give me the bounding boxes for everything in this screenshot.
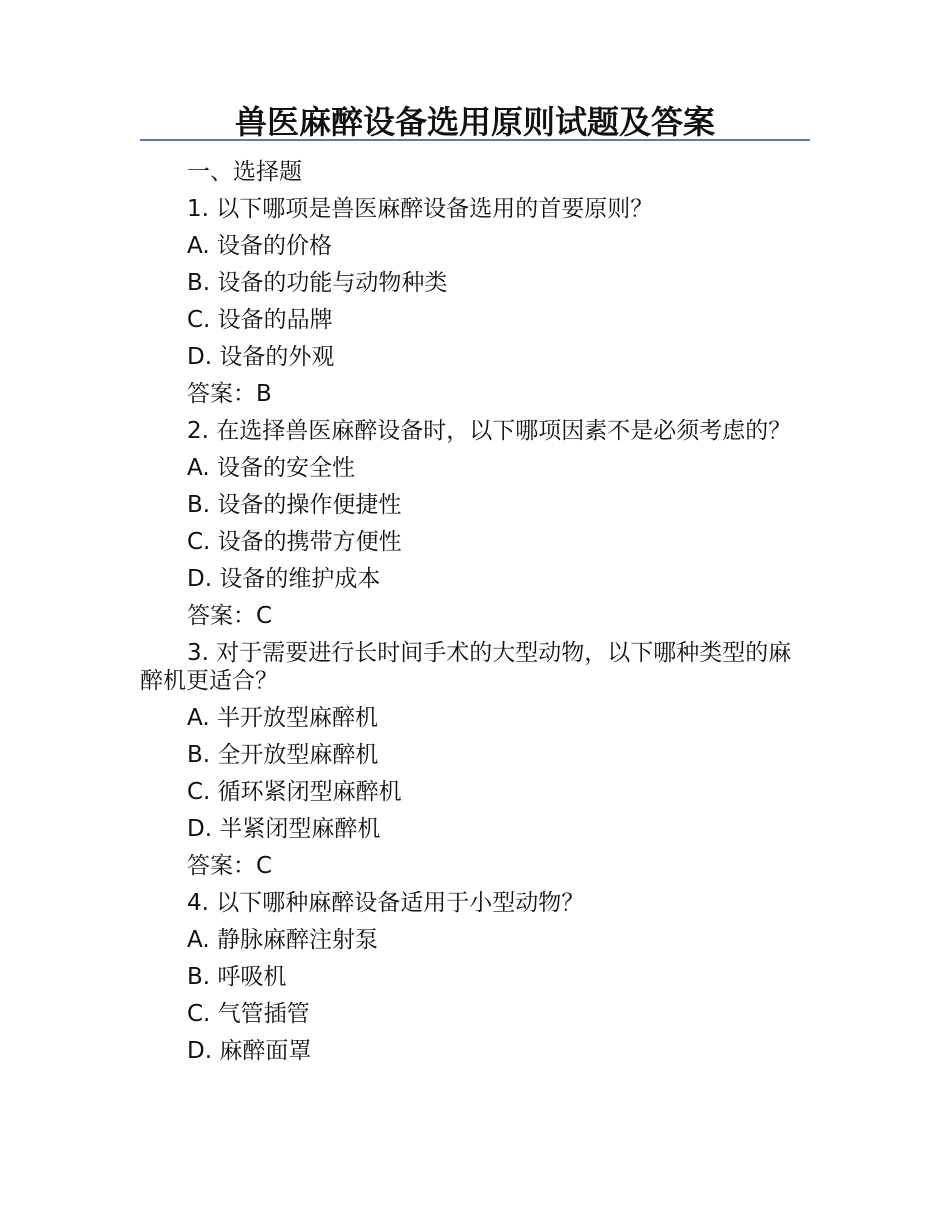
document-body bbox=[140, 154, 810, 1070]
option-b: B. 设备的操作便捷性 bbox=[187, 492, 402, 518]
option-c: C. 循环紧闭型麻醉机 bbox=[187, 779, 402, 805]
answer-text: 答案：C bbox=[187, 853, 273, 879]
option-d: D. 设备的维护成本 bbox=[187, 566, 381, 592]
option-c: C. 设备的品牌 bbox=[187, 307, 333, 333]
option-b: B. 呼吸机 bbox=[187, 964, 287, 990]
question-stem: 4. 以下哪种麻醉设备适用于小型动物？ bbox=[187, 890, 585, 916]
option-a: A. 半开放型麻醉机 bbox=[187, 705, 378, 731]
title-underline bbox=[140, 139, 810, 141]
section-heading: 一、选择题 bbox=[187, 159, 302, 185]
option-b: B. 全开放型麻醉机 bbox=[187, 742, 379, 768]
option-d: D. 麻醉面罩 bbox=[187, 1038, 312, 1064]
option-a: A. 设备的价格 bbox=[187, 233, 332, 259]
question-stem: 1. 以下哪项是兽医麻醉设备选用的首要原则？ bbox=[187, 196, 654, 222]
option-a: A. 静脉麻醉注射泵 bbox=[187, 927, 378, 953]
option-c: C. 气管插管 bbox=[187, 1001, 310, 1027]
answer-text: 答案：B bbox=[187, 381, 272, 407]
option-c: C. 设备的携带方便性 bbox=[187, 529, 402, 555]
option-d: D. 半紧闭型麻醉机 bbox=[187, 816, 381, 842]
document-title: 兽医麻醉设备选用原则试题及答案 bbox=[234, 103, 715, 141]
option-a: A. 设备的安全性 bbox=[187, 455, 355, 481]
answer-text: 答案：C bbox=[187, 603, 273, 629]
question-stem: 2. 在选择兽医麻醉设备时，以下哪项因素不是必须考虑的？ bbox=[187, 418, 792, 444]
option-d: D. 设备的外观 bbox=[187, 344, 335, 370]
question-stem: 3. 对于需要进行长时间手术的大型动物，以下哪种类型的麻醉机更适合？ bbox=[140, 640, 792, 694]
option-b: B. 设备的功能与动物种类 bbox=[187, 270, 448, 296]
